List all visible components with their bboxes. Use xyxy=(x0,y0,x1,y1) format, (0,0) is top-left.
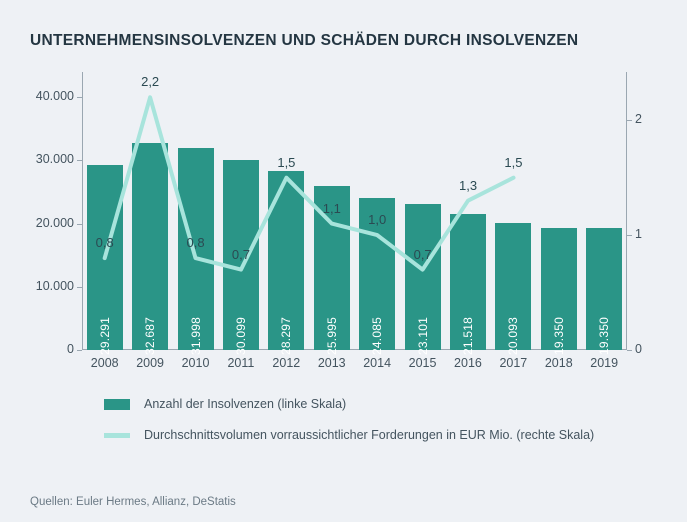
bar-value-label: 24.085 xyxy=(370,317,385,355)
left-tick-mark xyxy=(77,350,82,351)
x-tick-label: 2008 xyxy=(90,356,119,370)
x-tick-label: 2012 xyxy=(272,356,301,370)
legend-label-bar: Anzahl der Insolvenzen (linke Skala) xyxy=(144,397,347,411)
legend-item-line xyxy=(104,427,624,444)
right-tick-mark xyxy=(627,120,632,121)
bar-column xyxy=(223,72,259,355)
chart-legend xyxy=(104,396,624,458)
line-value-label: 0,8 xyxy=(186,235,205,251)
chart-plot-area xyxy=(35,72,642,356)
bar-value-label: 20.093 xyxy=(506,317,521,355)
line-value-label: 1,1 xyxy=(322,200,341,216)
x-axis-labels xyxy=(82,356,627,370)
left-tick-mark xyxy=(77,224,82,225)
x-tick-label: 2010 xyxy=(181,356,210,370)
bar-value-label: 25.995 xyxy=(324,317,339,355)
left-tick-label: 10.000 xyxy=(35,278,74,293)
line-value-label: 1,3 xyxy=(458,177,478,193)
line-value-label: 0,7 xyxy=(231,246,250,262)
legend-swatch-bar xyxy=(104,399,130,410)
bar xyxy=(87,165,123,355)
page-title: UNTERNEHMENSINSOLVENZEN UND SCHÄDEN DURCH INSOLVENZEN xyxy=(30,32,579,49)
bar-value-label: 19.350 xyxy=(551,317,566,355)
x-tick-label: 2018 xyxy=(544,356,573,370)
bar xyxy=(405,204,441,355)
x-tick-label: 2016 xyxy=(454,356,482,370)
bar-column xyxy=(359,72,395,355)
bar-column xyxy=(405,72,441,355)
bar xyxy=(450,214,486,355)
legend-item-bars xyxy=(104,396,624,413)
x-tick-label: 2011 xyxy=(227,356,255,370)
right-tick-label: 0 xyxy=(635,342,642,356)
x-tick-label: 2009 xyxy=(136,356,165,370)
legend-label-line: Durchschnittsvolumen vorraussichtlicher Forderungen in EUR Mio. (rechte Skala) xyxy=(144,427,595,442)
bar-value-label: 29.291 xyxy=(97,317,112,355)
right-tick-mark xyxy=(627,350,632,351)
line-value-label: 0,8 xyxy=(95,235,114,251)
bar-column xyxy=(450,72,486,355)
bar-column xyxy=(586,72,622,355)
right-tick-label: 2 xyxy=(635,112,642,127)
line-value-label: 0,7 xyxy=(413,246,432,262)
left-tick-label: 30.000 xyxy=(35,152,74,167)
bar xyxy=(495,223,531,355)
left-tick-mark xyxy=(77,97,82,98)
left-tick-mark xyxy=(77,160,82,161)
bar-value-label: 19.350 xyxy=(597,317,612,355)
bar-series xyxy=(82,72,627,355)
line-value-label: 1,0 xyxy=(368,212,387,228)
source-note: Quellen: Euler Hermes, Allianz, DeStatis xyxy=(30,496,236,508)
right-tick-label: 1 xyxy=(635,227,642,242)
bar-value-label: 31.998 xyxy=(188,317,203,355)
right-tick-mark xyxy=(627,235,632,236)
bar-value-label: 30.099 xyxy=(233,317,248,355)
bar-column xyxy=(268,72,304,355)
line-value-label: 2,2 xyxy=(141,74,160,90)
bar xyxy=(268,171,304,355)
bar-column xyxy=(132,72,168,355)
bar-value-label: 32.687 xyxy=(143,317,158,355)
bar-column xyxy=(541,72,577,355)
bar xyxy=(586,228,622,355)
bar xyxy=(541,228,577,355)
line-value-label: 1,5 xyxy=(504,154,523,170)
left-tick-label: 20.000 xyxy=(35,215,74,230)
line-value-label: 1,5 xyxy=(277,154,296,170)
bar-value-label: 23.101 xyxy=(415,317,430,355)
left-tick-label: 40.000 xyxy=(35,89,74,104)
bar-value-label: 21.518 xyxy=(460,317,475,355)
bar-value-label: 28.297 xyxy=(279,317,294,355)
x-tick-label: 2014 xyxy=(363,356,392,370)
bar-column xyxy=(495,72,531,355)
bar xyxy=(132,143,168,355)
bar-column xyxy=(178,72,214,355)
x-tick-label: 2013 xyxy=(317,356,346,370)
legend-swatch-line xyxy=(104,433,130,438)
left-tick-label: 0 xyxy=(67,342,74,356)
bar-column xyxy=(87,72,123,355)
x-tick-label: 2019 xyxy=(590,356,619,370)
left-tick-mark xyxy=(77,287,82,288)
x-tick-label: 2015 xyxy=(408,356,437,370)
x-tick-label: 2017 xyxy=(499,356,528,370)
